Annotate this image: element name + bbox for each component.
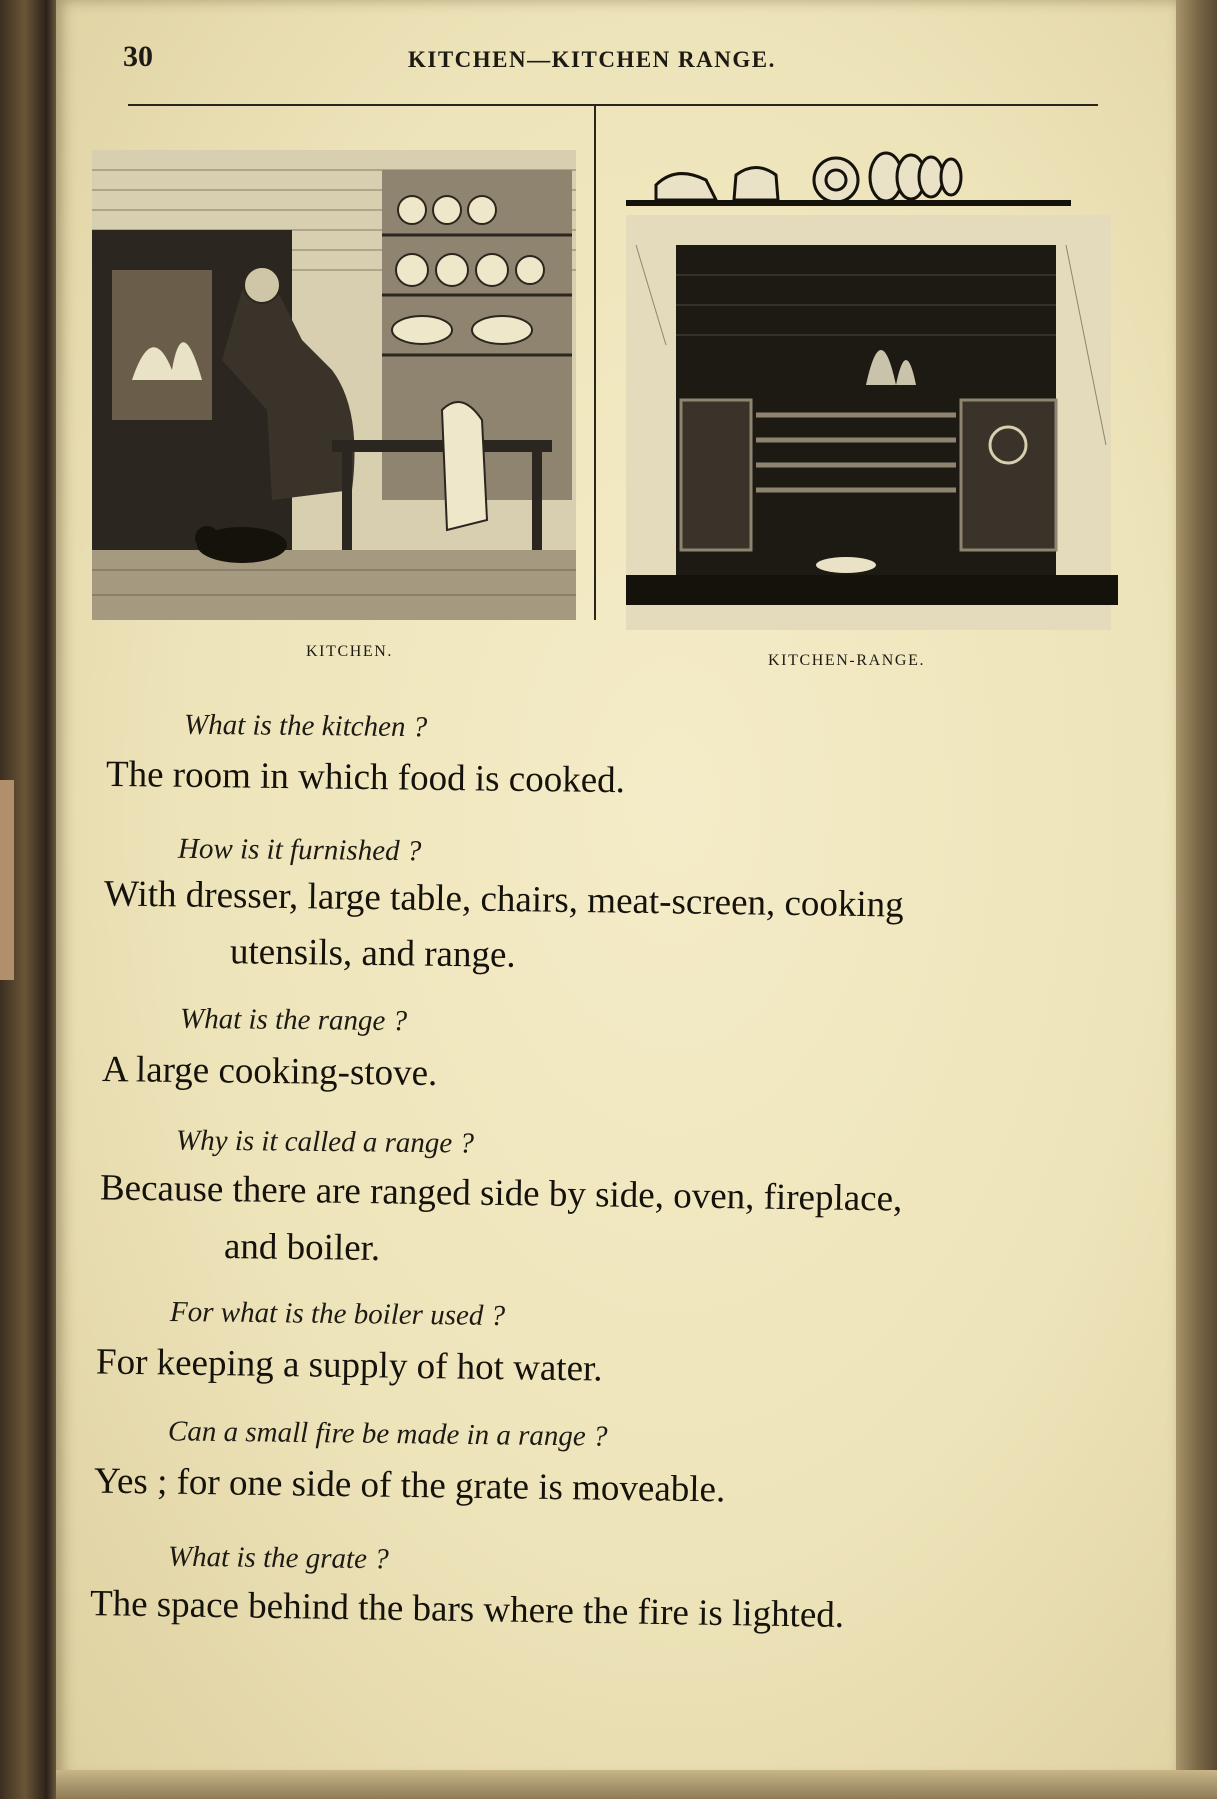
answer-1: The room in which food is cooked. bbox=[105, 753, 626, 802]
question-6: Can a small fire be made in a range ? bbox=[167, 1415, 608, 1453]
question-5: For what is the boiler used ? bbox=[169, 1295, 506, 1333]
header-rule bbox=[128, 104, 1098, 106]
spine-strip bbox=[0, 780, 14, 980]
figure-divider bbox=[594, 104, 596, 620]
question-3: What is the range ? bbox=[179, 1002, 408, 1038]
page-number: 30 bbox=[123, 40, 153, 73]
kitchen-illustration bbox=[92, 150, 576, 620]
question-7: What is the grate ? bbox=[167, 1540, 389, 1576]
question-2: How is it furnished ? bbox=[177, 832, 422, 868]
answer-2-line-1: With dresser, large table, chairs, meat-screen, cooking bbox=[103, 873, 904, 926]
answer-6: Yes ; for one side of the grate is moveable. bbox=[93, 1460, 726, 1511]
answer-7: The space behind the bars where the fire is lighted. bbox=[89, 1583, 845, 1636]
running-head: KITCHEN—KITCHEN RANGE. bbox=[408, 47, 776, 72]
kitchen-range-caption: KITCHEN-RANGE. bbox=[768, 652, 926, 669]
kitchen-range-illustration bbox=[626, 145, 1118, 630]
answer-2-line-2: utensils, and range. bbox=[229, 931, 516, 976]
kitchen-caption: KITCHEN. bbox=[306, 643, 394, 660]
answer-5: For keeping a supply of hot water. bbox=[95, 1341, 603, 1390]
answer-4-line-1: Because there are ranged side by side, oven, fireplace, bbox=[99, 1167, 903, 1220]
page-right-edge bbox=[1176, 0, 1217, 1799]
answer-4-line-2: and boiler. bbox=[223, 1226, 381, 1269]
answer-3: A large cooking-stove. bbox=[101, 1048, 438, 1095]
question-1: What is the kitchen ? bbox=[183, 708, 428, 744]
page-bottom-edge bbox=[56, 1770, 1217, 1799]
question-4: Why is it called a range ? bbox=[175, 1124, 475, 1160]
